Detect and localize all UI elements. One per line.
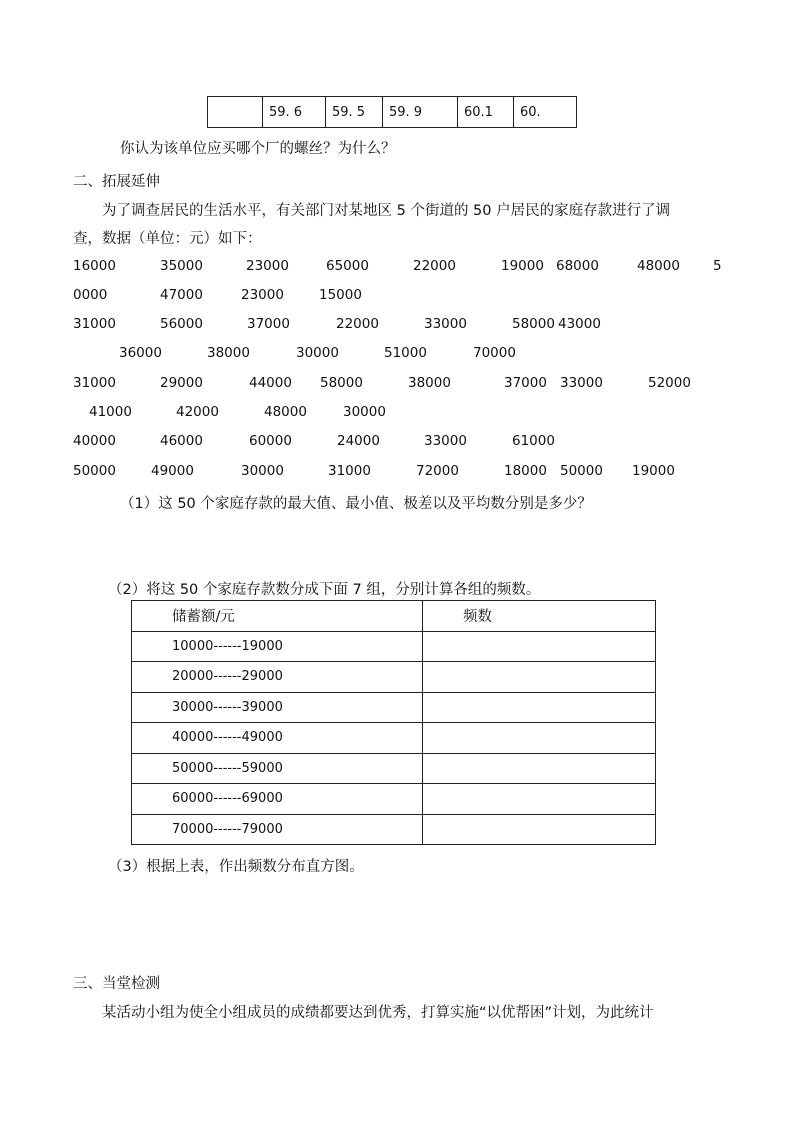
range-cell: 10000------19000	[132, 631, 423, 662]
frequency-cell[interactable]	[423, 662, 656, 693]
range-cell: 70000------79000	[132, 814, 423, 845]
data-value: 40000	[73, 433, 116, 449]
data-value: 56000	[160, 316, 203, 332]
intro-text-line2: 查，数据（单位：元）如下：	[73, 231, 262, 247]
frequency-cell[interactable]	[423, 631, 656, 662]
data-value: 38000	[207, 345, 250, 361]
data-value: 46000	[160, 433, 203, 449]
table-cell: 59. 9	[383, 97, 458, 128]
frequency-cell[interactable]	[423, 814, 656, 845]
data-value: 33000	[424, 316, 467, 332]
table-row	[132, 692, 656, 723]
data-value: 72000	[416, 463, 459, 479]
table-row	[132, 662, 656, 693]
data-value: 50000	[73, 463, 116, 479]
screw-data-table	[207, 96, 577, 128]
data-value: 15000	[319, 287, 362, 303]
data-value: 16000	[73, 258, 116, 274]
data-value: 58000	[512, 316, 555, 332]
data-value: 38000	[408, 375, 451, 391]
data-value: 70000	[473, 345, 516, 361]
data-value: 30000	[296, 345, 339, 361]
data-value: 24000	[337, 433, 380, 449]
section-title-extension: 二、拓展延伸	[73, 174, 160, 190]
data-value: 42000	[176, 404, 219, 420]
table-row	[132, 753, 656, 784]
data-value: 19000	[632, 463, 675, 479]
data-value: 36000	[119, 345, 162, 361]
data-value: 47000	[160, 287, 203, 303]
question-screw: 你认为该单位应买哪个厂的螺丝？为什么？	[120, 141, 396, 157]
data-value: 52000	[648, 375, 691, 391]
data-value: 44000	[249, 375, 292, 391]
data-value: 49000	[151, 463, 194, 479]
data-value: 58000	[320, 375, 363, 391]
data-value: 61000	[512, 433, 555, 449]
data-value: 30000	[343, 404, 386, 420]
data-value: 22000	[413, 258, 456, 274]
data-value: 60000	[249, 433, 292, 449]
range-cell: 20000------29000	[132, 662, 423, 693]
intro-text-line1: 为了调查居民的生活水平，有关部门对某地区 5 个街道的 50 户居民的家庭存款进行了调	[102, 203, 671, 219]
range-cell: 60000------69000	[132, 784, 423, 815]
table-cell: 60.	[514, 97, 577, 128]
data-value: 37000	[504, 375, 547, 391]
data-value: 37000	[247, 316, 290, 332]
data-value: 65000	[326, 258, 369, 274]
section-title-check: 三、当堂检测	[73, 976, 160, 992]
section3-text-line1: 某活动小组为使全小组成员的成绩都要达到优秀，打算实施“以优帮困”计划，为此统计	[102, 1005, 654, 1021]
data-value: 31000	[328, 463, 371, 479]
data-value: 5	[713, 258, 722, 274]
range-cell: 50000------59000	[132, 753, 423, 784]
data-value: 31000	[73, 316, 116, 332]
header-savings-amount: 储蓄额/元	[132, 601, 423, 632]
table-cell: 59. 5	[326, 97, 383, 128]
data-value: 22000	[336, 316, 379, 332]
table-cell	[208, 97, 263, 128]
frequency-cell[interactable]	[423, 692, 656, 723]
question-1: （1）这 50 个家庭存款的最大值、最小值、极差以及平均数分别是多少？	[120, 496, 592, 512]
data-value: 48000	[637, 258, 680, 274]
data-value: 43000	[558, 316, 601, 332]
data-value: 18000	[504, 463, 547, 479]
frequency-cell[interactable]	[423, 723, 656, 754]
frequency-cell[interactable]	[423, 753, 656, 784]
data-value: 30000	[241, 463, 284, 479]
data-value: 31000	[73, 375, 116, 391]
table-cell: 60.1	[458, 97, 514, 128]
range-cell: 40000------49000	[132, 723, 423, 754]
question-3: （3）根据上表，作出频数分布直方图。	[108, 859, 364, 875]
table-row	[132, 814, 656, 845]
data-value: 0000	[73, 287, 108, 303]
data-value: 51000	[384, 345, 427, 361]
table-row	[208, 97, 577, 128]
table-row	[132, 631, 656, 662]
table-row	[132, 784, 656, 815]
data-value: 23000	[246, 258, 289, 274]
data-value: 33000	[560, 375, 603, 391]
data-value: 33000	[424, 433, 467, 449]
data-value: 19000	[501, 258, 544, 274]
table-cell: 59. 6	[263, 97, 326, 128]
frequency-table	[131, 600, 656, 845]
table-row	[132, 723, 656, 754]
header-frequency: 频数	[423, 601, 656, 632]
data-value: 68000	[556, 258, 599, 274]
frequency-cell[interactable]	[423, 784, 656, 815]
data-value: 50000	[560, 463, 603, 479]
data-value: 35000	[160, 258, 203, 274]
data-value: 23000	[241, 287, 284, 303]
data-value: 48000	[264, 404, 307, 420]
table-header-row	[132, 601, 656, 632]
data-value: 29000	[160, 375, 203, 391]
question-2: （2）将这 50 个家庭存款数分成下面 7 组，分别计算各组的频数。	[108, 582, 541, 598]
range-cell: 30000------39000	[132, 692, 423, 723]
data-value: 41000	[89, 404, 132, 420]
